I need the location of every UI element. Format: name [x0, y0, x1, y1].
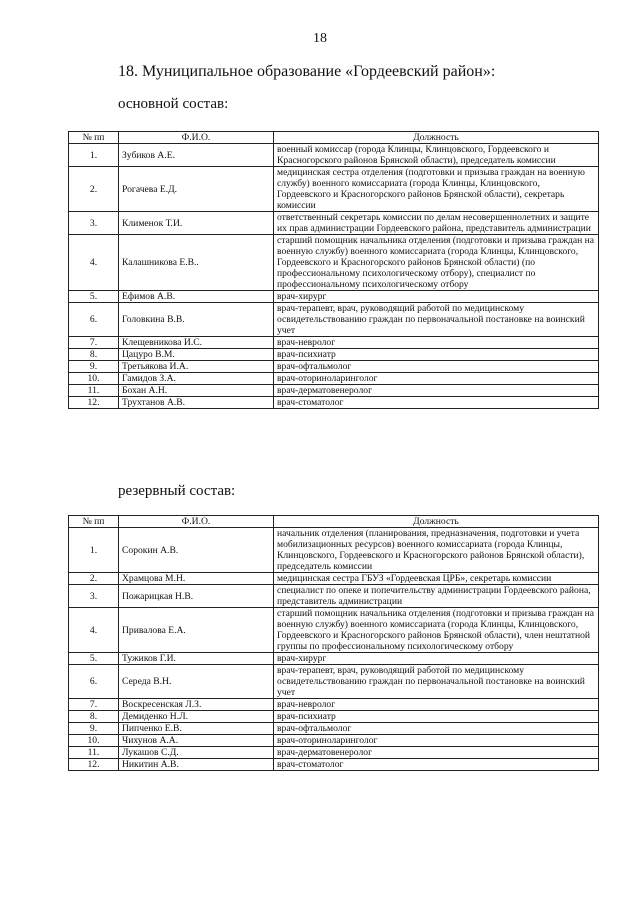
member-position: врач-хирург: [274, 291, 599, 303]
row-number: 8.: [69, 711, 119, 723]
member-name: Демиденко Н.Л.: [119, 711, 274, 723]
table-row: [69, 608, 599, 653]
member-position: врач-терапевт, врач, руководящий работой по медицинскому освидетельствованию граждан по первоначальной постановке на воинский учет: [274, 665, 599, 699]
member-position: врач-стоматолог: [274, 397, 599, 409]
member-name: Клещевникова И.С.: [119, 337, 274, 349]
member-name: Ефимов А.В.: [119, 291, 274, 303]
member-position: врач-офтальмолог: [274, 723, 599, 735]
member-name: Третьякова И.А.: [119, 361, 274, 373]
row-number: 10.: [69, 373, 119, 385]
member-name: Лукашов С.Д.: [119, 747, 274, 759]
row-number: 11.: [69, 385, 119, 397]
table-header-row: [69, 132, 599, 144]
row-number: 5.: [69, 291, 119, 303]
row-number: 4.: [69, 235, 119, 291]
table-row: [69, 665, 599, 699]
row-number: 7.: [69, 337, 119, 349]
table-row: [69, 235, 599, 291]
row-number: 2.: [69, 573, 119, 585]
table-row: [69, 528, 599, 573]
table-row: [69, 291, 599, 303]
reserve-composition-label: резервный состав:: [118, 483, 236, 499]
main-composition-label: основной состав:: [118, 96, 229, 112]
table-row: [69, 653, 599, 665]
member-name: Привалова Е.А.: [119, 608, 274, 653]
member-name: Гамидов З.А.: [119, 373, 274, 385]
row-number: 3.: [69, 585, 119, 608]
table-header-row: [69, 516, 599, 528]
row-number: 9.: [69, 361, 119, 373]
member-position: врач-терапевт, врач, руководящий работой по медицинскому освидетельствованию граждан по первоначальной постановке на воинский учет: [274, 303, 599, 337]
member-name: Никитин А.В.: [119, 759, 274, 771]
member-name: Цацуро В.М.: [119, 349, 274, 361]
row-number: 7.: [69, 699, 119, 711]
member-name: Сорокин А.В.: [119, 528, 274, 573]
table-row: [69, 337, 599, 349]
reserve-composition-table: [68, 515, 599, 771]
row-number: 3.: [69, 212, 119, 235]
column-header-number: № пп: [69, 132, 119, 144]
row-number: 8.: [69, 349, 119, 361]
table-row: [69, 759, 599, 771]
row-number: 1.: [69, 144, 119, 167]
member-position: врач-дерматовенеролог: [274, 385, 599, 397]
row-number: 6.: [69, 665, 119, 699]
table-row: [69, 212, 599, 235]
table-row: [69, 585, 599, 608]
member-position: врач-хирург: [274, 653, 599, 665]
member-position: врач-психиатр: [274, 349, 599, 361]
table-row: [69, 573, 599, 585]
member-position: начальник отделения (планирования, предназначения, подготовки и учета мобилизационных ресурсов) военного комиссариата (города Клинцы, Клинцовского, Гордеевского и Красногорского районов Брянской области), председатель комиссии: [274, 528, 599, 573]
member-position: врач-оториноларинголог: [274, 373, 599, 385]
table-row: [69, 699, 599, 711]
member-position: врач-невролог: [274, 337, 599, 349]
member-name: Тужиков Г.И.: [119, 653, 274, 665]
member-name: Храмцова М.Н.: [119, 573, 274, 585]
member-position: врач-дерматовенеролог: [274, 747, 599, 759]
row-number: 5.: [69, 653, 119, 665]
member-name: Воскресенская Л.З.: [119, 699, 274, 711]
column-header-position: Должность: [274, 132, 599, 144]
row-number: 9.: [69, 723, 119, 735]
member-name: Клименок Т.И.: [119, 212, 274, 235]
member-name: Трухтанов А.В.: [119, 397, 274, 409]
table-row: [69, 349, 599, 361]
row-number: 1.: [69, 528, 119, 573]
member-name: Пипченко Е.В.: [119, 723, 274, 735]
member-name: Рогачева Е.Д.: [119, 167, 274, 212]
table-row: [69, 723, 599, 735]
table-row: [69, 144, 599, 167]
main-composition-table: [68, 131, 599, 409]
row-number: 12.: [69, 397, 119, 409]
column-header-name: Ф.И.О.: [119, 516, 274, 528]
row-number: 11.: [69, 747, 119, 759]
column-header-name: Ф.И.О.: [119, 132, 274, 144]
table-row: [69, 167, 599, 212]
section-heading: 18. Муниципальное образование «Гордеевский район»:: [118, 63, 496, 80]
member-name: Головкина В.В.: [119, 303, 274, 337]
row-number: 4.: [69, 608, 119, 653]
member-name: Чихунов А.А.: [119, 735, 274, 747]
row-number: 2.: [69, 167, 119, 212]
member-name: Калашникова Е.В..: [119, 235, 274, 291]
member-position: военный комиссар (города Клинцы, Клинцовского, Гордеевского и Красногорского районов Брянской области), председатель комиссии: [274, 144, 599, 167]
table-row: [69, 385, 599, 397]
column-header-number: № пп: [69, 516, 119, 528]
member-position: ответственный секретарь комиссии по делам несовершеннолетних и защите их прав администрации Гордеевского района, представитель администрации: [274, 212, 599, 235]
member-position: специалист по опеке и попечительству администрации Гордеевского района, представитель администрации: [274, 585, 599, 608]
member-position: старший помощник начальника отделения (подготовки и призыва граждан на военную службу) военного комиссариата (города Клинцы, Клинцовского, Гордеевского и Красногорского районов Брянской области), член нештатной группы по профессиональному психологическому отбору: [274, 608, 599, 653]
table-row: [69, 735, 599, 747]
member-position: врач-стоматолог: [274, 759, 599, 771]
member-position: медицинская сестра отделения (подготовки и призыва граждан на военную службу) военного комиссариата (города Клинцы, Клинцовского, Гордеевского и Красногорского районов Брянской области), секретарь комиссии: [274, 167, 599, 212]
column-header-position: Должность: [274, 516, 599, 528]
table-row: [69, 303, 599, 337]
table-row: [69, 711, 599, 723]
member-position: медицинская сестра ГБУЗ «Гордеевская ЦРБ», секретарь комиссии: [274, 573, 599, 585]
member-position: врач-оториноларинголог: [274, 735, 599, 747]
row-number: 12.: [69, 759, 119, 771]
member-name: Середа В.Н.: [119, 665, 274, 699]
row-number: 10.: [69, 735, 119, 747]
table-row: [69, 361, 599, 373]
table-row: [69, 373, 599, 385]
member-position: врач-офтальмолог: [274, 361, 599, 373]
member-position: врач-психиатр: [274, 711, 599, 723]
member-name: Бохан А.Н.: [119, 385, 274, 397]
table-row: [69, 397, 599, 409]
member-position: врач-невролог: [274, 699, 599, 711]
table-row: [69, 747, 599, 759]
member-position: старший помощник начальника отделения (подготовки и призыва граждан на военную службу) военного комиссариата (города Клинцы, Клинцовского, Гордеевского и Красногорского районов Брянской области) (по профессиональному психологическому отбору), специалист по профессиональному психологическому отбору: [274, 235, 599, 291]
page-number: 18: [313, 31, 327, 46]
member-name: Зубиков А.Е.: [119, 144, 274, 167]
row-number: 6.: [69, 303, 119, 337]
member-name: Пожарицкая Н.В.: [119, 585, 274, 608]
